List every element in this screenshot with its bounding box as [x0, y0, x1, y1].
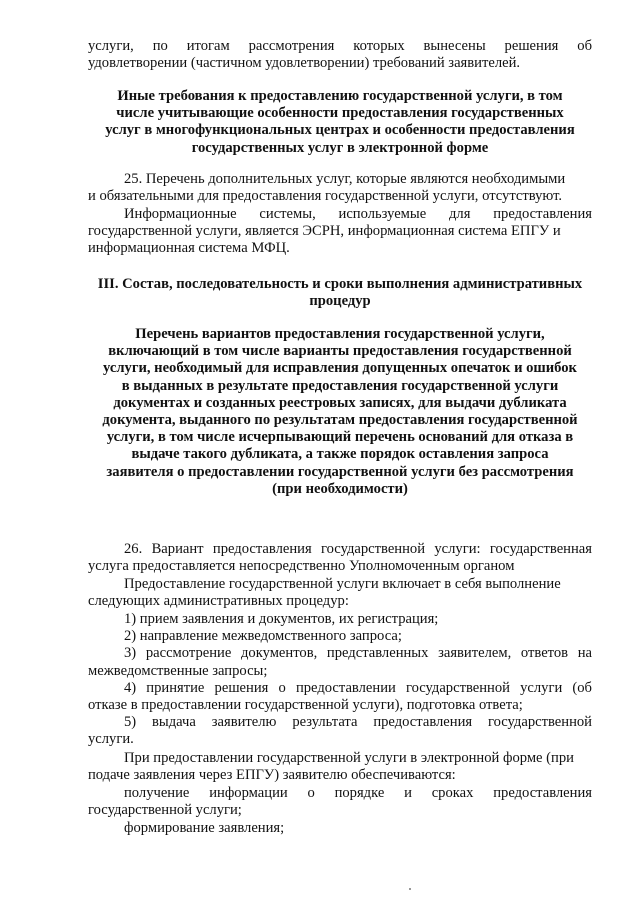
paragraph-form-application	[88, 820, 592, 837]
paragraph-procedures	[88, 576, 592, 610]
heading-other-requirements	[88, 88, 592, 157]
heading-line: документах и созданных реестровых записях, для выдачи дубликата	[113, 394, 567, 411]
p25-line-1: 25. Перечень дополнительных услуг, которые являются необходимыми	[124, 171, 566, 187]
list-item: 5) выдача заявителю результата предоставления государственной	[124, 714, 592, 731]
info-line-1: получение информации о порядке и сроках предоставления	[124, 785, 592, 801]
heading-variants	[88, 326, 592, 498]
intro-paragraph	[88, 38, 592, 72]
heading-line: Иные требования к предоставлению государственной услуги, в том	[117, 88, 563, 104]
scan-speck	[409, 888, 411, 890]
heading-line: заявителя о предоставлении государственной услуги без рассмотрения	[106, 463, 574, 480]
procedure-list	[88, 611, 592, 749]
procedures-line-1: Предоставление государственной услуги включает в себя выполнение	[124, 576, 561, 592]
paragraph-26	[88, 541, 592, 575]
section-3-heading	[88, 276, 592, 310]
paragraph-25	[88, 171, 592, 205]
info-line-2: государственной услуги;	[88, 802, 242, 819]
list-item: 2) направление межведомственного запроса;	[124, 628, 402, 645]
section-heading-line: III. Состав, последовательность и сроки выполнения административных	[97, 276, 583, 292]
eform-line-1: При предоставлении государственной услуги в электронной форме (при	[124, 750, 574, 766]
heading-line: услуги, необходимый для исправления допущенных опечаток и ошибок	[103, 360, 577, 377]
intro-line-1: услуги, по итогам рассмотрения которых вынесены решения об	[88, 38, 592, 54]
paragraph-getting-information	[88, 785, 592, 819]
list-item: 4) принятие решения о предоставлении государственной услуги (об	[124, 679, 592, 696]
section-heading-line: процедур	[309, 293, 371, 310]
form-line: формирование заявления;	[124, 820, 285, 836]
heading-line: выдаче такого дубликата, а также порядок оставления запроса	[131, 446, 549, 463]
is-line-1: Информационные системы, используемые для предоставления	[124, 206, 592, 222]
list-item-continuation: межведомственные запросы;	[88, 662, 268, 679]
heading-line: (при необходимости)	[272, 480, 408, 497]
paragraph-electronic-form	[88, 750, 592, 784]
is-line-3: информационная система МФЦ.	[88, 240, 290, 257]
heading-line: в выданных в результате предоставления государственной услуги	[121, 377, 559, 394]
paragraph-information-systems	[88, 206, 592, 258]
heading-line: Перечень вариантов предоставления государственной услуги,	[135, 326, 545, 342]
list-item-continuation: отказе в предоставлении государственной услуги), подготовка ответа;	[88, 697, 523, 714]
list-item-continuation: услуги.	[88, 731, 134, 748]
list-item: 3) рассмотрение документов, представленных заявителем, ответов на	[124, 645, 592, 662]
heading-line: документа, выданного по результатам предоставления государственной	[102, 412, 578, 429]
heading-line: включающий в том числе варианты предоставления государственной	[108, 343, 572, 360]
is-line-2: государственной услуги, является ЭСРН, информационная система ЕПГУ и	[88, 223, 561, 240]
heading-line: государственных услуг в электронной форме	[191, 139, 489, 156]
heading-line: числе учитывающие особенности предоставления государственных	[116, 105, 564, 122]
heading-line: услуги, в том числе исчерпывающий перечень оснований для отказа в	[106, 429, 574, 446]
eform-line-2: подаче заявления через ЕПГУ) заявителю обеспечиваются:	[88, 767, 456, 784]
p25-line-2: и обязательными для предоставления государственной услуги, отсутствуют.	[88, 188, 563, 205]
list-item: 1) прием заявления и документов, их регистрация;	[124, 611, 439, 627]
intro-line-2: удовлетворении (частичном удовлетворении) требований заявителей.	[88, 55, 521, 72]
procedures-line-2: следующих административных процедур:	[88, 593, 349, 610]
p26-line-2: услуга предоставляется непосредственно Уполномоченным органом	[88, 558, 515, 575]
p26-line-1: 26. Вариант предоставления государственной услуги: государственная	[124, 541, 592, 557]
heading-line: услуг в многофункциональных центрах и особенности предоставления	[105, 122, 575, 139]
